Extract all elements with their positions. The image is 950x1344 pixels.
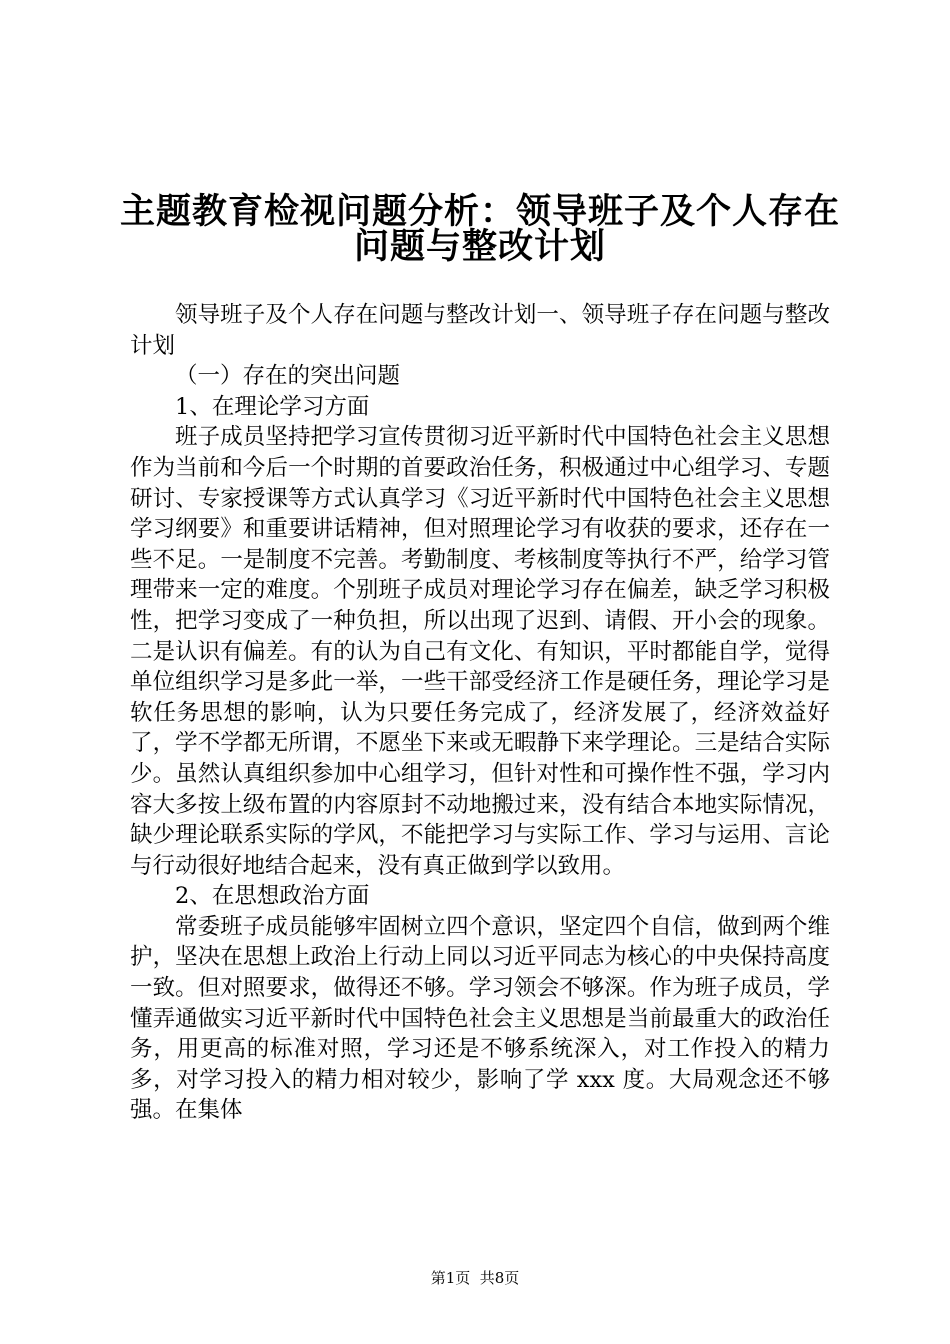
body-paragraph: 班子成员坚持把学习宣传贯彻习近平新时代中国特色社会主义思想作为当前和今后一个时期的首要政治任务，积极通过中心组学习、专题研讨、专家授课等方式认真学习《习近平新时代中国特色社会主义思想学习纲要》和重要讲话精神，但对照理论学习有收获的要求，还存在一些不足。一是制度不完善。考勤制度、考核制度等执行不严，给学习管理带来一定的难度。个别班子成员对理论学习存在偏差，缺乏学习积极性，把学习变成了一种负担，所以出现了迟到、请假、开小会的现象。二是认识有偏差。有的认为自己有文化、有知识，平时都能自学，觉得单位组织学习是多此一举，一些干部受经济工作是硬任务，理论学习是软任务思想的影响，认为只要任务完成了，经济发展了，经济效益好了，学不学都无所谓，不愿坐下来或无暇静下来学理论。三是结合实际少。虽然认真组织参加中心组学习，但针对性和可操作性不强，学习内容大多按上级布置的内容原封不动地搬过来，没有结合本地实际情况，缺少理论联系实际的学风，不能把学习与实际工作、学习与运用、言论与行动很好地结合起来，没有真正做到学以致用。	[130, 424, 830, 879]
document-body	[130, 300, 830, 1126]
subsection-heading: 1、在理论学习方面	[175, 393, 370, 420]
document-title-line-2: 问题与整改计划	[353, 226, 606, 267]
page-footer: 第1页 共8页	[430, 1269, 520, 1287]
body-paragraph: 常委班子成员能够牢固树立四个意识，坚定四个自信，做到两个维护，坚决在思想上政治上行动上同以习近平同志为核心的中央保持高度一致。但对照要求，做得还不够。学习领会不够深。作为班子成员，学懂弄通做实习近平新时代中国特色社会主义思想是当前最重大的政治任务，用更高的标准对照，学习还是不够系统深入，对工作投入的精力多，对学习投入的精力相对较少，影响了学 xxx 度。大局观念还不够强。在集体	[130, 913, 830, 1124]
document-title-line-1: 主题教育检视问题分析：领导班子及个人存在	[120, 191, 841, 232]
section-heading: （一）存在的突出问题	[175, 363, 401, 390]
subsection-heading: 2、在思想政治方面	[175, 883, 370, 910]
intro-paragraph: 领导班子及个人存在问题与整改计划一、领导班子存在问题与整改计划	[130, 302, 830, 359]
